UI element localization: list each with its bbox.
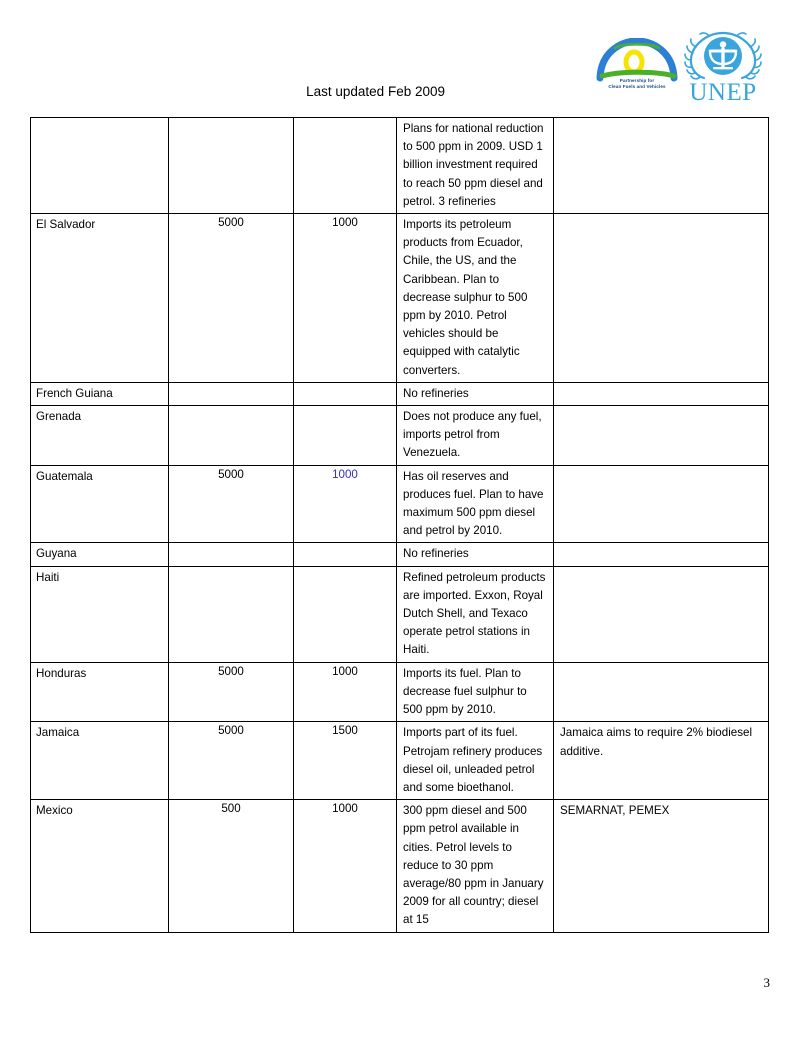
cell-extra — [554, 722, 769, 800]
cell-diesel — [169, 118, 294, 214]
notes-text: Imports its petroleum products from Ecuador, Chile, the US, and the Caribbean. Plan to decrease sulphur to 500 ppm by 2010. Petrol vehicles should be equipped with catalytic converters. — [403, 218, 528, 377]
unep-emblem-icon — [679, 27, 767, 81]
cell-notes — [397, 722, 554, 800]
extra-text: Jamaica aims to require 2% biodiesel additive. — [560, 726, 753, 758]
extra-text — [554, 466, 768, 470]
extra-text: SEMARNAT, PEMEX — [560, 804, 670, 818]
country-label — [31, 118, 168, 122]
cell-petrol — [294, 382, 397, 405]
table-body — [31, 118, 769, 933]
table-row — [31, 118, 769, 214]
cell-notes — [397, 406, 554, 466]
cell-country — [31, 214, 169, 383]
cell-country — [31, 465, 169, 543]
notes-text: 300 ppm diesel and 500 ppm petrol available in cities. Petrol levels to reduce to 30 ppm average/80 ppm in January 2009 for all country; diesel at 15 — [403, 804, 544, 927]
table-row — [31, 382, 769, 405]
page-footer — [0, 975, 800, 1005]
cell-diesel — [169, 543, 294, 566]
table-row — [31, 662, 769, 722]
petrol-value: 1000 — [332, 216, 358, 230]
table-row — [31, 406, 769, 466]
cell-country — [31, 406, 169, 466]
cell-extra — [554, 800, 769, 932]
cell-country — [31, 800, 169, 932]
notes-text: Imports its fuel. Plan to decrease fuel sulphur to 500 ppm by 2010. — [403, 666, 527, 717]
extra-text — [554, 543, 768, 547]
cell-extra — [554, 406, 769, 466]
last-updated-text: Last updated Feb 2009 — [306, 84, 445, 99]
notes-text: Refined petroleum products are imported. Exxon, Royal Dutch Shell, and Texaco operate petrol stations in Haiti. — [403, 570, 546, 657]
diesel-value: 5000 — [218, 664, 244, 678]
country-label: Mexico — [36, 804, 73, 818]
diesel-value: 5000 — [218, 216, 244, 230]
extra-text — [554, 663, 768, 667]
cell-country — [31, 566, 169, 662]
petrol-value: 1000 — [332, 802, 358, 816]
table-row — [31, 722, 769, 800]
country-label: Honduras — [36, 666, 87, 680]
cell-petrol — [294, 722, 397, 800]
notes-text: No refineries — [403, 386, 469, 400]
cell-petrol — [294, 800, 397, 932]
pcfv-caption-line2: Clean Fuels and Vehicles — [608, 83, 666, 89]
table-row — [31, 543, 769, 566]
diesel-value: 5000 — [218, 467, 244, 481]
table-row — [31, 566, 769, 662]
pcfv-logo — [594, 38, 680, 100]
cell-notes — [397, 543, 554, 566]
unep-logo — [679, 27, 767, 107]
country-label: Guatemala — [36, 469, 93, 483]
cell-extra — [554, 214, 769, 383]
country-label: Guyana — [36, 547, 77, 561]
cell-diesel — [169, 382, 294, 405]
cell-petrol — [294, 406, 397, 466]
cell-extra — [554, 382, 769, 405]
cell-country — [31, 662, 169, 722]
unep-wordmark: UNEP — [689, 79, 757, 106]
cell-diesel — [169, 406, 294, 466]
notes-text: Does not produce any fuel, imports petrol from Venezuela. — [403, 410, 542, 460]
table-row — [31, 465, 769, 543]
cell-diesel — [169, 722, 294, 800]
table-row — [31, 214, 769, 383]
cell-country — [31, 118, 169, 214]
extra-text — [554, 214, 768, 218]
country-label: Haiti — [36, 570, 60, 584]
cell-notes — [397, 566, 554, 662]
cell-diesel — [169, 465, 294, 543]
notes-text: No refineries — [403, 547, 469, 561]
notes-text: Has oil reserves and produces fuel. Plan to have maximum 500 ppm diesel and petrol by 2010. — [403, 469, 544, 538]
cell-petrol — [294, 566, 397, 662]
cell-diesel — [169, 662, 294, 722]
cell-extra — [554, 118, 769, 214]
extra-text — [554, 118, 768, 122]
notes-text: Plans for national reduction to 500 ppm in 2009. USD 1 billion investment required to reach 50 ppm diesel and petrol. 3 refineries — [403, 122, 544, 208]
cell-petrol — [294, 118, 397, 214]
cell-notes — [397, 118, 554, 214]
cell-country — [31, 722, 169, 800]
cell-notes — [397, 662, 554, 722]
petrol-value: 1000 — [332, 467, 358, 481]
cell-diesel — [169, 214, 294, 383]
country-label: Grenada — [36, 410, 82, 424]
pcfv-caption-line1: Partnership for — [619, 78, 655, 83]
cell-country — [31, 543, 169, 566]
cell-notes — [397, 465, 554, 543]
cell-notes — [397, 214, 554, 383]
cell-diesel — [169, 566, 294, 662]
country-label: El Salvador — [36, 218, 96, 232]
table-row — [31, 800, 769, 932]
cell-diesel — [169, 800, 294, 932]
country-fuel-standards-table — [30, 117, 769, 933]
cell-petrol — [294, 465, 397, 543]
country-label: Jamaica — [36, 726, 80, 740]
cell-notes — [397, 800, 554, 932]
cell-extra — [554, 566, 769, 662]
page-header — [0, 0, 800, 112]
extra-text — [554, 383, 768, 387]
cell-petrol — [294, 662, 397, 722]
page-number: 3 — [763, 975, 770, 990]
cell-extra — [554, 662, 769, 722]
cell-extra — [554, 465, 769, 543]
cell-extra — [554, 543, 769, 566]
diesel-value: 5000 — [218, 724, 244, 738]
extra-text — [554, 406, 768, 410]
cell-country — [31, 382, 169, 405]
pcfv-logo-caption — [594, 78, 680, 89]
pcfv-logo-icon — [594, 38, 680, 82]
notes-text: Imports part of its fuel. Petrojam refinery produces diesel oil, unleaded petrol and some bioethanol. — [403, 726, 543, 794]
petrol-value: 1000 — [332, 664, 358, 678]
petrol-value: 1500 — [332, 724, 358, 738]
cell-petrol — [294, 543, 397, 566]
cell-petrol — [294, 214, 397, 383]
country-label: French Guiana — [36, 386, 113, 400]
cell-notes — [397, 382, 554, 405]
diesel-value: 500 — [221, 802, 241, 816]
extra-text — [554, 567, 768, 571]
